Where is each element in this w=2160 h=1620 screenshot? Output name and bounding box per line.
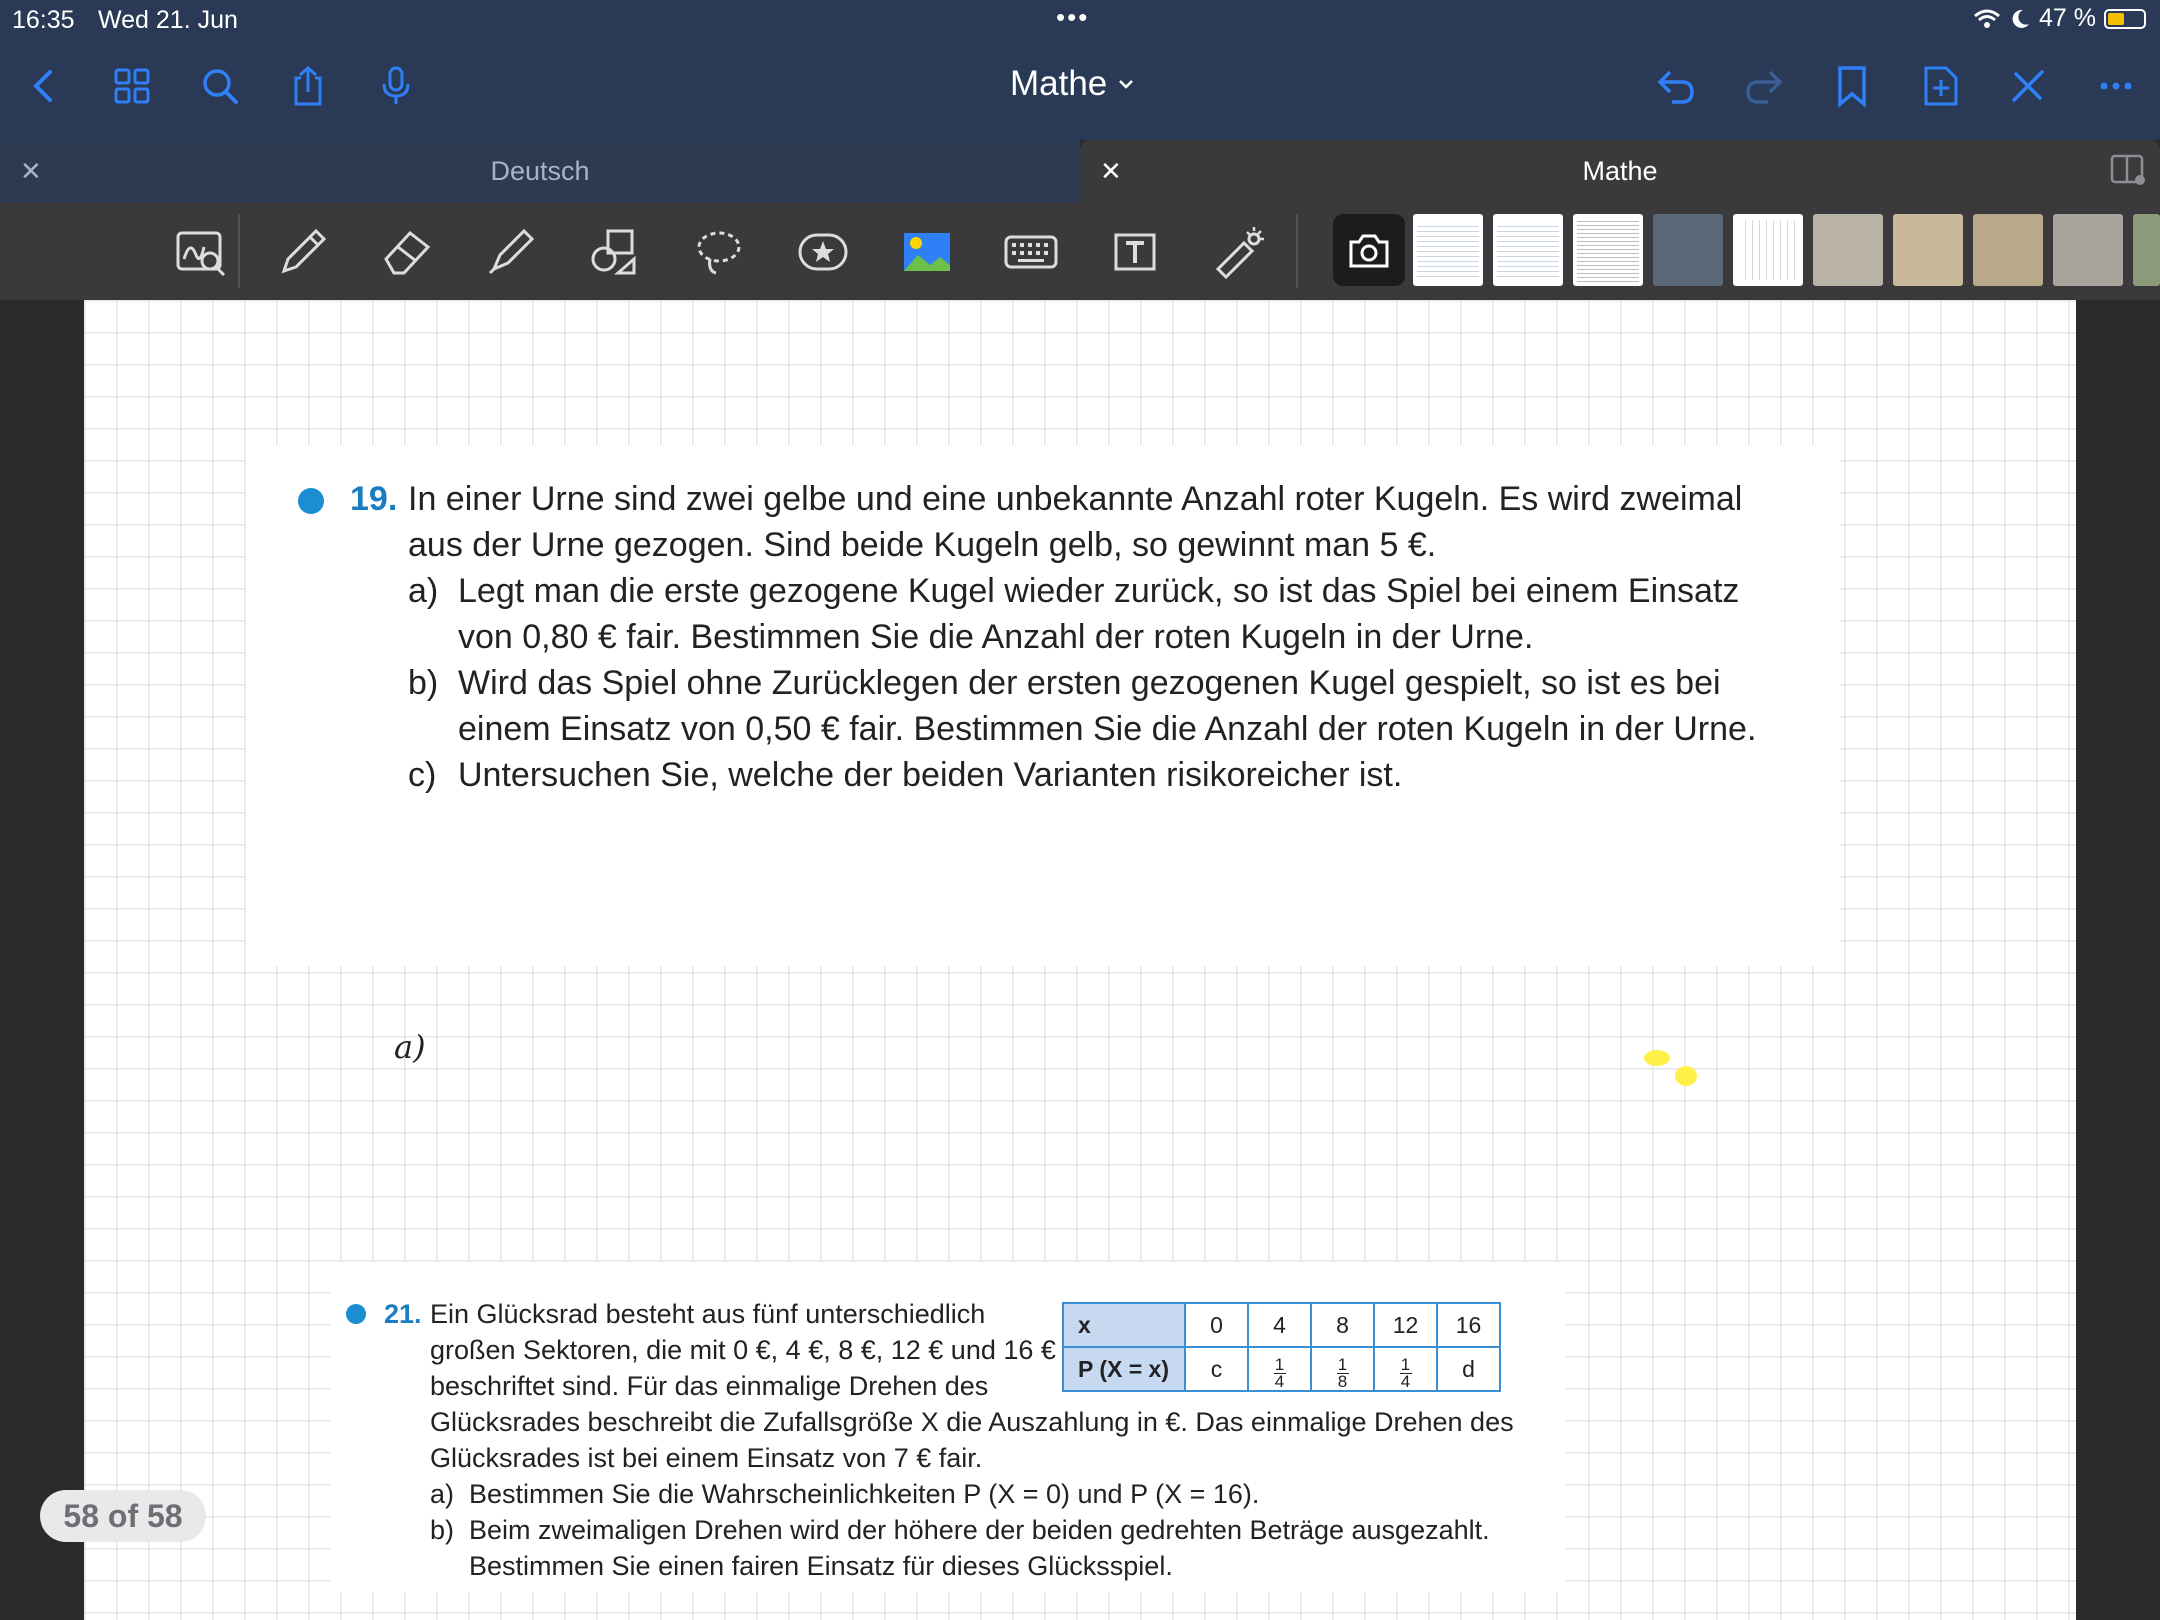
table-cell: 12 [1374,1303,1437,1347]
bookmark-icon[interactable] [1826,60,1878,112]
subtask-label: b) [408,664,439,702]
task-text-line: Bestimmen Sie die Wahrscheinlichkeiten P (X = 0) und P (X = 16). [469,1479,1260,1509]
table-cell: 16 [1437,1303,1500,1347]
task-number: 21. [384,1299,422,1329]
task-text-line: Wird das Spiel ohne Zurücklegen der ersten gezogenen Kugel gespielt, so ist es bei [458,664,1721,702]
probability-table [1062,1302,1501,1392]
highlighter-icon[interactable] [480,222,542,282]
tab-deutsch[interactable] [0,140,1080,202]
page-thumbnail[interactable] [2053,214,2123,286]
moon-icon [2009,8,2031,30]
tab-mathe[interactable] [1080,140,2160,202]
fraction-numerator: 1 [1337,1354,1348,1374]
status-date: Wed 21. Jun [98,6,238,34]
table-row [1063,1303,1500,1347]
table-cell [1311,1347,1374,1391]
task-number: 19. [350,480,398,518]
microphone-icon[interactable] [370,60,422,112]
close-tab-icon[interactable]: ✕ [20,156,42,186]
page-thumbnail[interactable] [1893,214,1963,286]
lasso-icon[interactable] [688,222,750,282]
task-bullet [346,1304,366,1324]
status-right [1973,4,2146,33]
task-text-line: großen Sektoren, die mit 0 €, 4 €, 8 €, 12 € und 16 € [430,1335,1056,1365]
page-thumbnail[interactable] [1973,214,2043,286]
task-text-line: Ein Glücksrad besteht aus fünf unterschiedlich [430,1299,986,1329]
task-bullet [298,488,324,514]
task-text-line: Untersuchen Sie, welche der beiden Varianten risikoreicher ist. [458,756,1403,794]
add-page-icon[interactable] [1914,60,1966,112]
task-text-line: aus der Urne gezogen. Sind beide Kugeln gelb, so gewinnt man 5 €. [408,526,1437,564]
page-indicator: 58 of 58 [40,1490,206,1542]
eraser-icon[interactable] [376,222,438,282]
table-cell: d [1437,1347,1500,1391]
top-bar [0,0,2160,140]
subtask-label: a) [408,572,439,610]
task-text-line: Legt man die erste gezogene Kugel wieder zurück, so ist das Spiel bei einem Einsatz [458,572,1740,610]
table-header-p: P (X = x) [1063,1347,1185,1391]
subtask-label: a) [430,1479,455,1509]
battery-percent: 47 % [2039,4,2096,32]
handwritten-note: a) [394,1028,426,1066]
fraction [1400,1354,1412,1391]
document-title-menu[interactable] [1010,64,1135,104]
laser-pointer-icon[interactable] [1208,222,1270,282]
tab-deutsch-label: Deutsch [490,155,590,186]
back-icon[interactable] [18,60,70,112]
page-thumbnail[interactable] [1573,214,1643,286]
fraction-numerator: 1 [1274,1354,1285,1374]
table-cell: 4 [1248,1303,1311,1347]
fraction [1274,1354,1286,1391]
image-icon[interactable] [896,222,958,282]
tab-mathe-label: Mathe [1582,155,1658,186]
pen-icon[interactable] [272,222,334,282]
status-time: 16:35 [12,6,75,34]
search-icon[interactable] [194,60,246,112]
shapes-icon[interactable] [584,222,646,282]
task-21-clipping[interactable] [330,1262,1566,1592]
task-text-line: In einer Urne sind zwei gelbe und eine unbekannte Anzahl roter Kugeln. Es wird zweimal [408,480,1743,518]
close-pen-icon[interactable] [2002,60,2054,112]
close-tab-icon[interactable]: ✕ [1100,156,1122,186]
page-thumbnail[interactable] [1733,214,1803,286]
page-thumbnail[interactable] [2133,214,2160,286]
table-cell [1374,1347,1437,1391]
subtask-label: b) [430,1515,455,1545]
table-header-x: x [1063,1303,1185,1347]
task-19-clipping[interactable] [246,446,1840,966]
subtask-label: c) [408,756,437,794]
page-thumbnail[interactable] [1813,214,1883,286]
tab-bar [0,140,2160,202]
table-cell: 8 [1311,1303,1374,1347]
task-text-line: Glücksrades ist bei einem Einsatz von 7 € fair. [430,1443,983,1473]
task-text-line: Glücksrades beschreibt die Zufallsgröße X die Auszahlung in €. Das einmalige Drehen des [430,1407,1514,1437]
page-thumbnail[interactable] [1493,214,1563,286]
fraction-denominator: 4 [1274,1371,1285,1391]
highlighter-mark [1675,1066,1697,1086]
table-row [1063,1347,1500,1391]
camera-icon[interactable] [1333,214,1405,286]
table-cell: 0 [1185,1303,1248,1347]
zoom-window-icon[interactable] [170,222,232,282]
fraction-numerator: 1 [1400,1354,1411,1374]
task-text-line: beschriftet sind. Für das einmalige Drehen des [430,1371,989,1401]
wifi-icon [1973,8,2001,30]
status-bar [0,0,2160,38]
document-title: Mathe [1010,64,1108,103]
fraction [1337,1354,1349,1391]
battery-icon [2104,9,2146,29]
fraction-denominator: 8 [1337,1371,1348,1391]
text-box-icon[interactable] [1104,222,1166,282]
split-view-icon[interactable] [2110,154,2146,186]
page-thumbnail[interactable] [1413,214,1483,286]
share-icon[interactable] [282,60,334,112]
keyboard-icon[interactable] [1000,222,1062,282]
task-text-line: Bestimmen Sie einen fairen Einsatz für dieses Glücksspiel. [469,1551,1173,1581]
highlighter-mark [1644,1050,1670,1066]
redo-icon[interactable] [1738,60,1790,112]
table-cell: c [1185,1347,1248,1391]
more-icon[interactable] [2090,60,2142,112]
sticker-icon[interactable] [792,222,854,282]
task-text-line: Beim zweimaligen Drehen wird der höhere der beiden gedrehten Beträge ausgezahlt. [469,1515,1490,1545]
task-text-line: einem Einsatz von 0,50 € fair. Bestimmen Sie die Anzahl der roten Kugeln in der Urne. [458,710,1757,748]
table-cell [1248,1347,1311,1391]
chevron-down-icon [1117,75,1135,93]
grid-view-icon[interactable] [106,60,158,112]
page-thumbnail[interactable] [1653,214,1723,286]
undo-icon[interactable] [1650,60,1702,112]
fraction-denominator: 4 [1400,1371,1411,1391]
task-text-line: von 0,80 € fair. Bestimmen Sie die Anzahl der roten Kugeln in der Urne. [458,618,1534,656]
multitasking-dots-icon[interactable]: ••• [1056,2,1090,32]
